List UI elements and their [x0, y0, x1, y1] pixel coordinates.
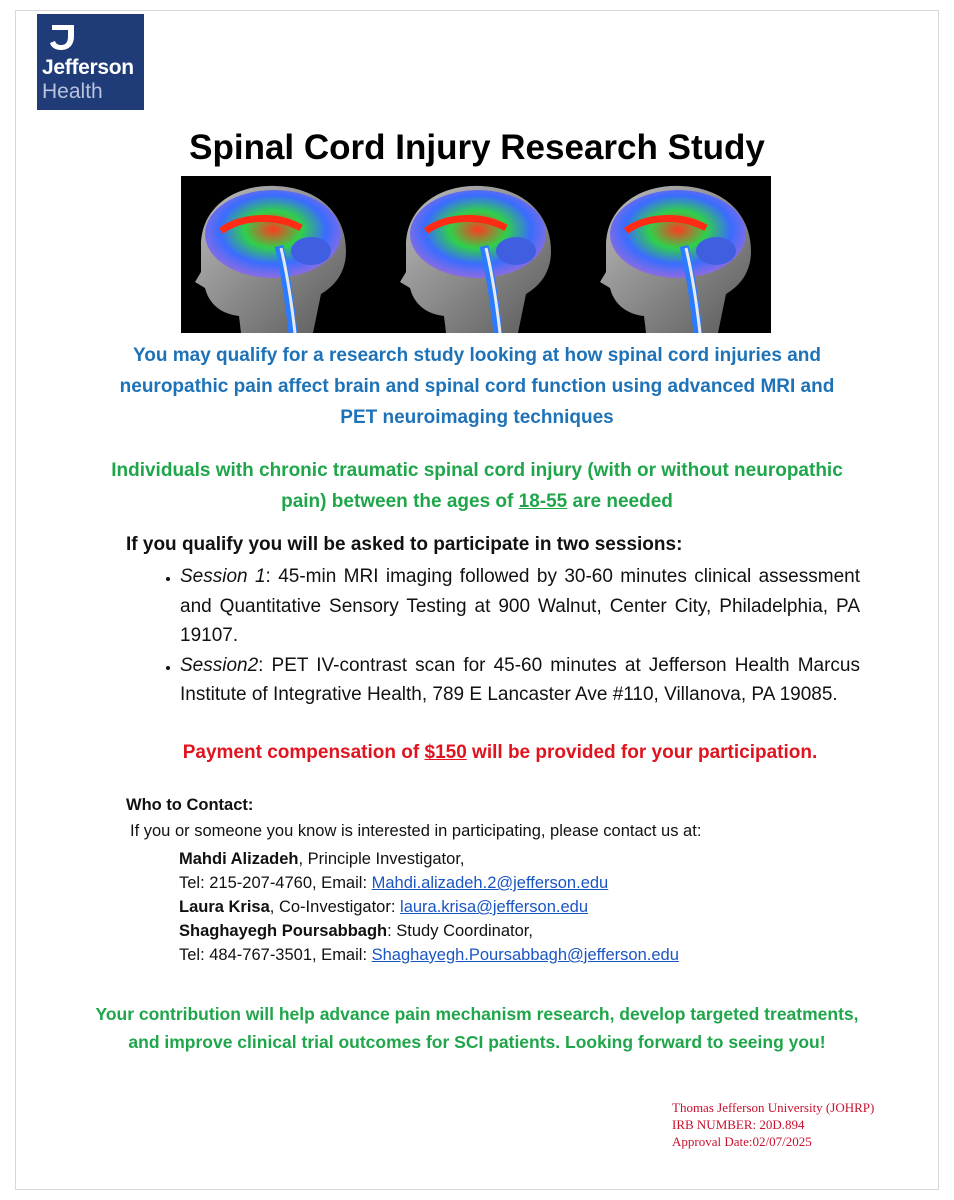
contact-list [179, 847, 679, 967]
contact-heading: Who to Contact: [126, 796, 254, 814]
co-name: Laura Krisa [179, 898, 270, 916]
sc-role: : Study Coordinator, [387, 922, 533, 940]
contact-pi-line [179, 847, 679, 871]
eligibility-post: are needed [567, 491, 673, 512]
payment-amount: $150 [424, 742, 467, 763]
irb-line-2: IRB NUMBER: 20D.894 [672, 1117, 805, 1132]
sc-name: Shaghayegh Poursabbagh [179, 922, 388, 940]
payment-text [180, 737, 820, 768]
sc-tel: Tel: 484-767-3501, Email: [179, 946, 372, 964]
contact-pi-tel-line [179, 871, 679, 895]
pi-tel: Tel: 215-207-4760, Email: [179, 874, 372, 892]
mri-brain-image-3 [600, 186, 751, 333]
mri-brain-images [181, 176, 771, 333]
jefferson-health-logo [37, 14, 144, 110]
pi-email-link[interactable]: Mahdi.alizadeh.2@jefferson.edu [371, 874, 609, 892]
irb-stamp [672, 1099, 874, 1150]
irb-line-1: Thomas Jefferson University (JOHRP) [672, 1100, 875, 1115]
session-2-text: : PET IV-contrast scan for 45-60 minutes at Jefferson Health Marcus Institute of Integrative Health, 789 E Lancaster Ave #110, Villanova, PA 19085. [180, 654, 860, 705]
session-item-1 [180, 562, 860, 651]
pi-name: Mahdi Alizadeh [179, 850, 299, 868]
closing-text: Your contribution will help advance pain mechanism research, develop targeted treatments, and improve clinical trial outcomes for SCI patients. Looking forward to seeing you! [95, 1004, 859, 1052]
eligibility-text [90, 455, 864, 517]
session-1-name: Session 1 [180, 566, 266, 587]
payment-post: will be provided for your participation. [466, 742, 818, 763]
logo-line-2: Health [42, 80, 103, 103]
page-title: Spinal Cord Injury Research Study [189, 128, 765, 167]
qualify-heading: If you qualify you will be asked to participate in two sessions: [126, 534, 683, 555]
eligibility-pre: Individuals with chronic traumatic spinal cord injury (with or without neuropathic pain) between the ages of [111, 460, 843, 512]
eligibility-ages: 18-55 [518, 491, 568, 512]
payment-pre: Payment compensation of [182, 742, 425, 763]
co-role: , Co-Investigator: [269, 898, 401, 916]
study-description: You may qualify for a research study looking at how spinal cord injuries and neuropathic pain affect brain and spinal cord function using advanced MRI and PET neuroimaging techniques [119, 345, 835, 428]
contact-co-line [179, 895, 679, 919]
irb-line-3: Approval Date:02/07/2025 [672, 1134, 812, 1149]
logo-line-1: Jefferson [42, 56, 134, 79]
pi-role: , Principle Investigator, [298, 850, 465, 868]
contact-sc-tel-line [179, 943, 679, 967]
contact-intro: If you or someone you know is interested in participating, please contact us at: [130, 822, 702, 840]
mri-brain-image-2 [400, 186, 551, 333]
mri-brain-image-1 [195, 186, 346, 333]
session-2-name: Session2 [180, 654, 259, 676]
co-email-link[interactable]: laura.krisa@jefferson.edu [400, 898, 588, 916]
session-1-text: : 45-min MRI imaging followed by 30-60 minutes clinical assessment and Quantitative Sensory Testing at 900 Walnut, Center City, Philadelphia, PA 19107. [180, 566, 860, 646]
jefferson-j-icon [46, 22, 78, 52]
contact-sc-line [179, 919, 679, 943]
session-list [150, 562, 860, 710]
session-item-2 [180, 651, 860, 710]
sc-email-link[interactable]: Shaghayegh.Poursabbagh@jefferson.edu [371, 946, 679, 964]
